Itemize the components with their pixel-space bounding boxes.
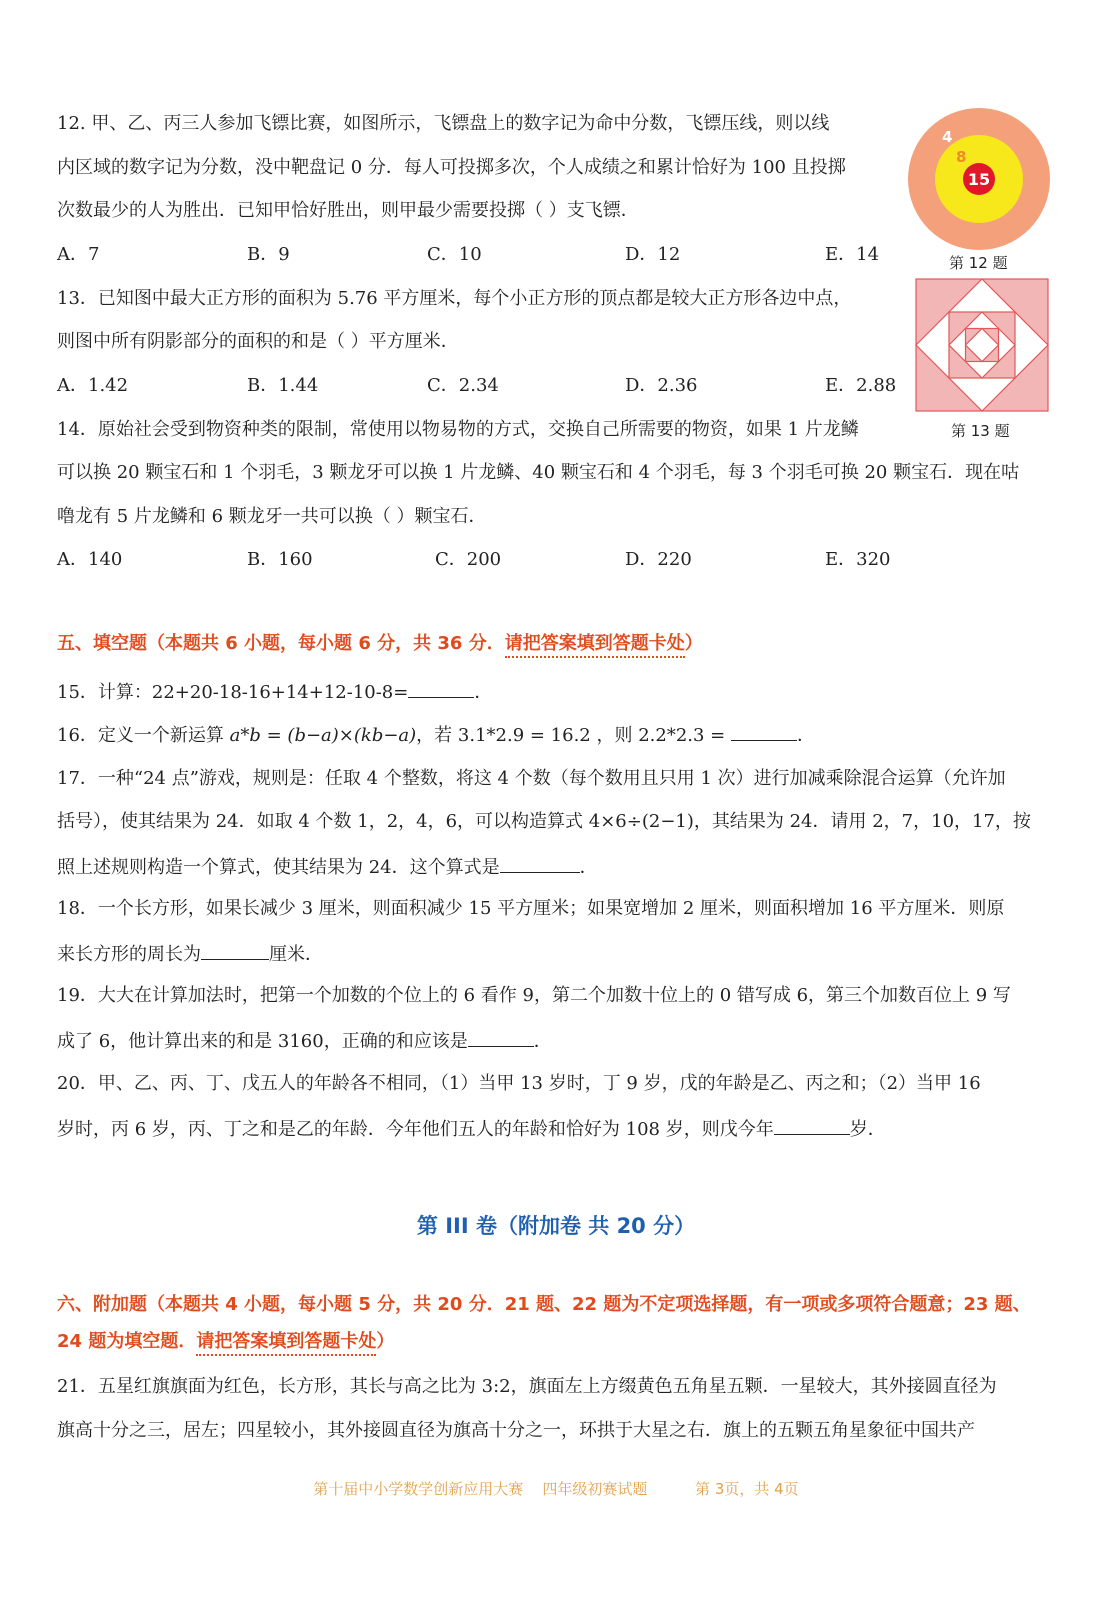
q18-answer-blank [201, 941, 269, 960]
q14-option-e: E．320 [825, 549, 891, 570]
q13-option-e: E．2.88 [825, 375, 897, 396]
q14-option-a: A．140 [57, 549, 123, 570]
dartboard-figure [906, 106, 1052, 252]
q16-pre: 16．定义一个新运算 [57, 725, 230, 746]
section-5-title-emphasis: 请把答案填到答题卡处 [505, 633, 685, 658]
q15-answer-blank [408, 679, 474, 698]
q18-line-2-post: 厘米． [269, 944, 323, 965]
q20-answer-blank [774, 1116, 850, 1135]
q17-line-3 [57, 854, 598, 880]
q19-line-2-text: 成了 6，他计算出来的和是 3160，正确的和应该是 [57, 1031, 468, 1052]
section-6-title-line-2 [57, 1329, 394, 1355]
q12-line-1: 12. 甲、乙、丙三人参加飞镖比赛，如图所示，飞镖盘上的数字记为命中分数，飞镖压线，则以线 [57, 113, 830, 134]
q16-end: ． [796, 725, 815, 746]
q12-line-2: 内区域的数字记为分数，没中靶盘记 0 分．每人可投掷多次，个人成绩之和累计恰好为 100 且投掷 [57, 157, 846, 178]
q13-line-2: 则图中所有阴影部分的面积的和是（ ）平方厘米． [57, 331, 459, 352]
q14-option-d: D．220 [625, 549, 692, 570]
q12-line-3: 次数最少的人为胜出．已知甲恰好胜出，则甲最少需要投掷（ ）支飞镖． [57, 200, 639, 221]
q14-line-1: 14．原始社会受到物资种类的限制，常使用以物易物的方式，交换自己所需要的物资，如果 1 片龙鳞 [57, 419, 859, 440]
q15-end: ． [474, 682, 493, 703]
q13-option-d: D．2.36 [625, 375, 698, 396]
figure-13-caption: 第 13 题 [951, 422, 1010, 440]
q19-line-1: 19．大大在计算加法时，把第一个加数的个位上的 6 看作 9，第二个加数十位上的 0 错写成 6，第三个加数百位上 9 写 [57, 985, 1011, 1006]
q21-line-1: 21．五星红旗旗面为红色，长方形，其长与高之比为 3:2，旗面左上方缀黄色五角星五颗．一星较大，其外接圆直径为 [57, 1376, 997, 1397]
q15-text: 15．计算：22+20-18-16+14+12-10-8= [57, 682, 409, 703]
q20-line-1: 20．甲、乙、丙、丁、戊五人的年龄各不相同，（1）当甲 13 岁时，丁 9 岁，戊的年龄是乙、丙之和；（2）当甲 16 [57, 1073, 981, 1094]
q18-line-2 [57, 941, 323, 967]
q21-line-2: 旗高十分之三，居左；四星较小，其外接圆直径为旗高十分之一，环拱于大星之右．旗上的五颗五角星象征中国共产 [57, 1420, 975, 1441]
q17-line-2: 括号），使其结果为 24．如取 4 个数 1，2，4，6，可以构造算式 4×6÷(2−1)，其结果为 24．请用 2，7，10，17，按 [57, 811, 1031, 832]
q16 [57, 722, 815, 748]
q20-line-2-text: 岁时，丙 6 岁，丙、丁之和是乙的年龄．今年他们五人的年龄和恰好为 108 岁，则戊今年 [57, 1119, 774, 1140]
q16-answer-blank [731, 722, 797, 741]
q17-end: ． [579, 857, 598, 878]
q12-option-c: C．10 [427, 244, 482, 265]
section-5-title [57, 631, 703, 657]
figure-12-caption: 第 12 题 [949, 254, 1008, 272]
q12-options [57, 243, 907, 267]
q16-mid: ，若 3.1*2.9 = 16.2 ，则 2.2*2.3 = [416, 725, 731, 746]
q19-end: ． [533, 1031, 552, 1052]
q14-option-b: B．160 [247, 549, 313, 570]
q12-option-a: A．7 [57, 244, 100, 265]
volume-3-title: 第 III 卷（附加卷 共 20 分） [416, 1214, 696, 1238]
q17-line-1: 17．一种“24 点”游戏，规则是：任取 4 个整数，将这 4 个数（每个数用且只用 1 次）进行加减乘除混合运算（允许加 [57, 768, 1006, 789]
section-5-title-a: 五、填空题（本题共 6 小题，每小题 6 分，共 36 分． [57, 633, 505, 654]
q12-option-d: D．12 [625, 244, 681, 265]
section-6-title-emphasis: 请把答案填到答题卡处 [196, 1331, 376, 1356]
q20-end: 岁． [849, 1119, 886, 1140]
q14-line-3: 噜龙有 5 片龙鳞和 6 颗龙牙一共可以换（ ）颗宝石． [57, 506, 487, 527]
dartboard-score-inner: 15 [967, 170, 991, 189]
section-6-title-line-1: 六、附加题（本题共 4 小题，每小题 5 分，共 20 分．21 题、22 题为不定项选择题，有一项或多项符合题意；23 题、 [57, 1294, 1031, 1315]
q12-option-b: B．9 [247, 244, 290, 265]
q14-line-2: 可以换 20 颗宝石和 1 个羽毛，3 颗龙牙可以换 1 片龙鳞、40 颗宝石和 4 个羽毛，每 3 个羽毛可换 20 颗宝石．现在咕 [57, 462, 1020, 483]
q18-line-2-pre: 来长方形的周长为 [57, 944, 201, 965]
q20-line-2 [57, 1116, 886, 1142]
q14-option-c: C．200 [435, 549, 502, 570]
q19-line-2 [57, 1028, 552, 1054]
q13-option-a: A．1.42 [57, 375, 129, 396]
q12-option-e: E．14 [825, 244, 880, 265]
section-6-title-c: ） [376, 1331, 395, 1352]
q18-line-1: 18．一个长方形，如果长减少 3 厘米，则面积减少 15 平方厘米；如果宽增加 2 厘米，则面积增加 16 平方厘米．则原 [57, 898, 1005, 919]
q19-answer-blank [468, 1028, 534, 1047]
q17-answer-blank [500, 854, 580, 873]
q13-option-b: B．1.44 [247, 375, 319, 396]
q15 [57, 679, 492, 705]
dartboard-score-middle: 8 [956, 148, 967, 166]
dartboard-score-outer: 4 [942, 128, 953, 146]
nested-squares-figure [915, 278, 1049, 412]
section-5-title-c: ） [684, 633, 703, 654]
q17-line-3-text: 照上述规则构造一个算式，使其结果为 24．这个算式是 [57, 857, 500, 878]
section-6-title-a: 24 题为填空题． [57, 1331, 197, 1352]
q13-line-1: 13．已知图中最大正方形的面积为 5.76 平方厘米，每个小正方形的顶点都是较大正方形各边中点， [57, 288, 852, 309]
q13-option-c: C．2.34 [427, 375, 499, 396]
q14-options [57, 548, 907, 572]
q13-options [57, 374, 907, 398]
page-footer: 第十届中小学数学创新应用大赛 四年级初赛试题 第 3页，共 4页 [313, 1480, 799, 1498]
q16-formula: a*b = (b−a)×(kb−a) [229, 725, 417, 746]
